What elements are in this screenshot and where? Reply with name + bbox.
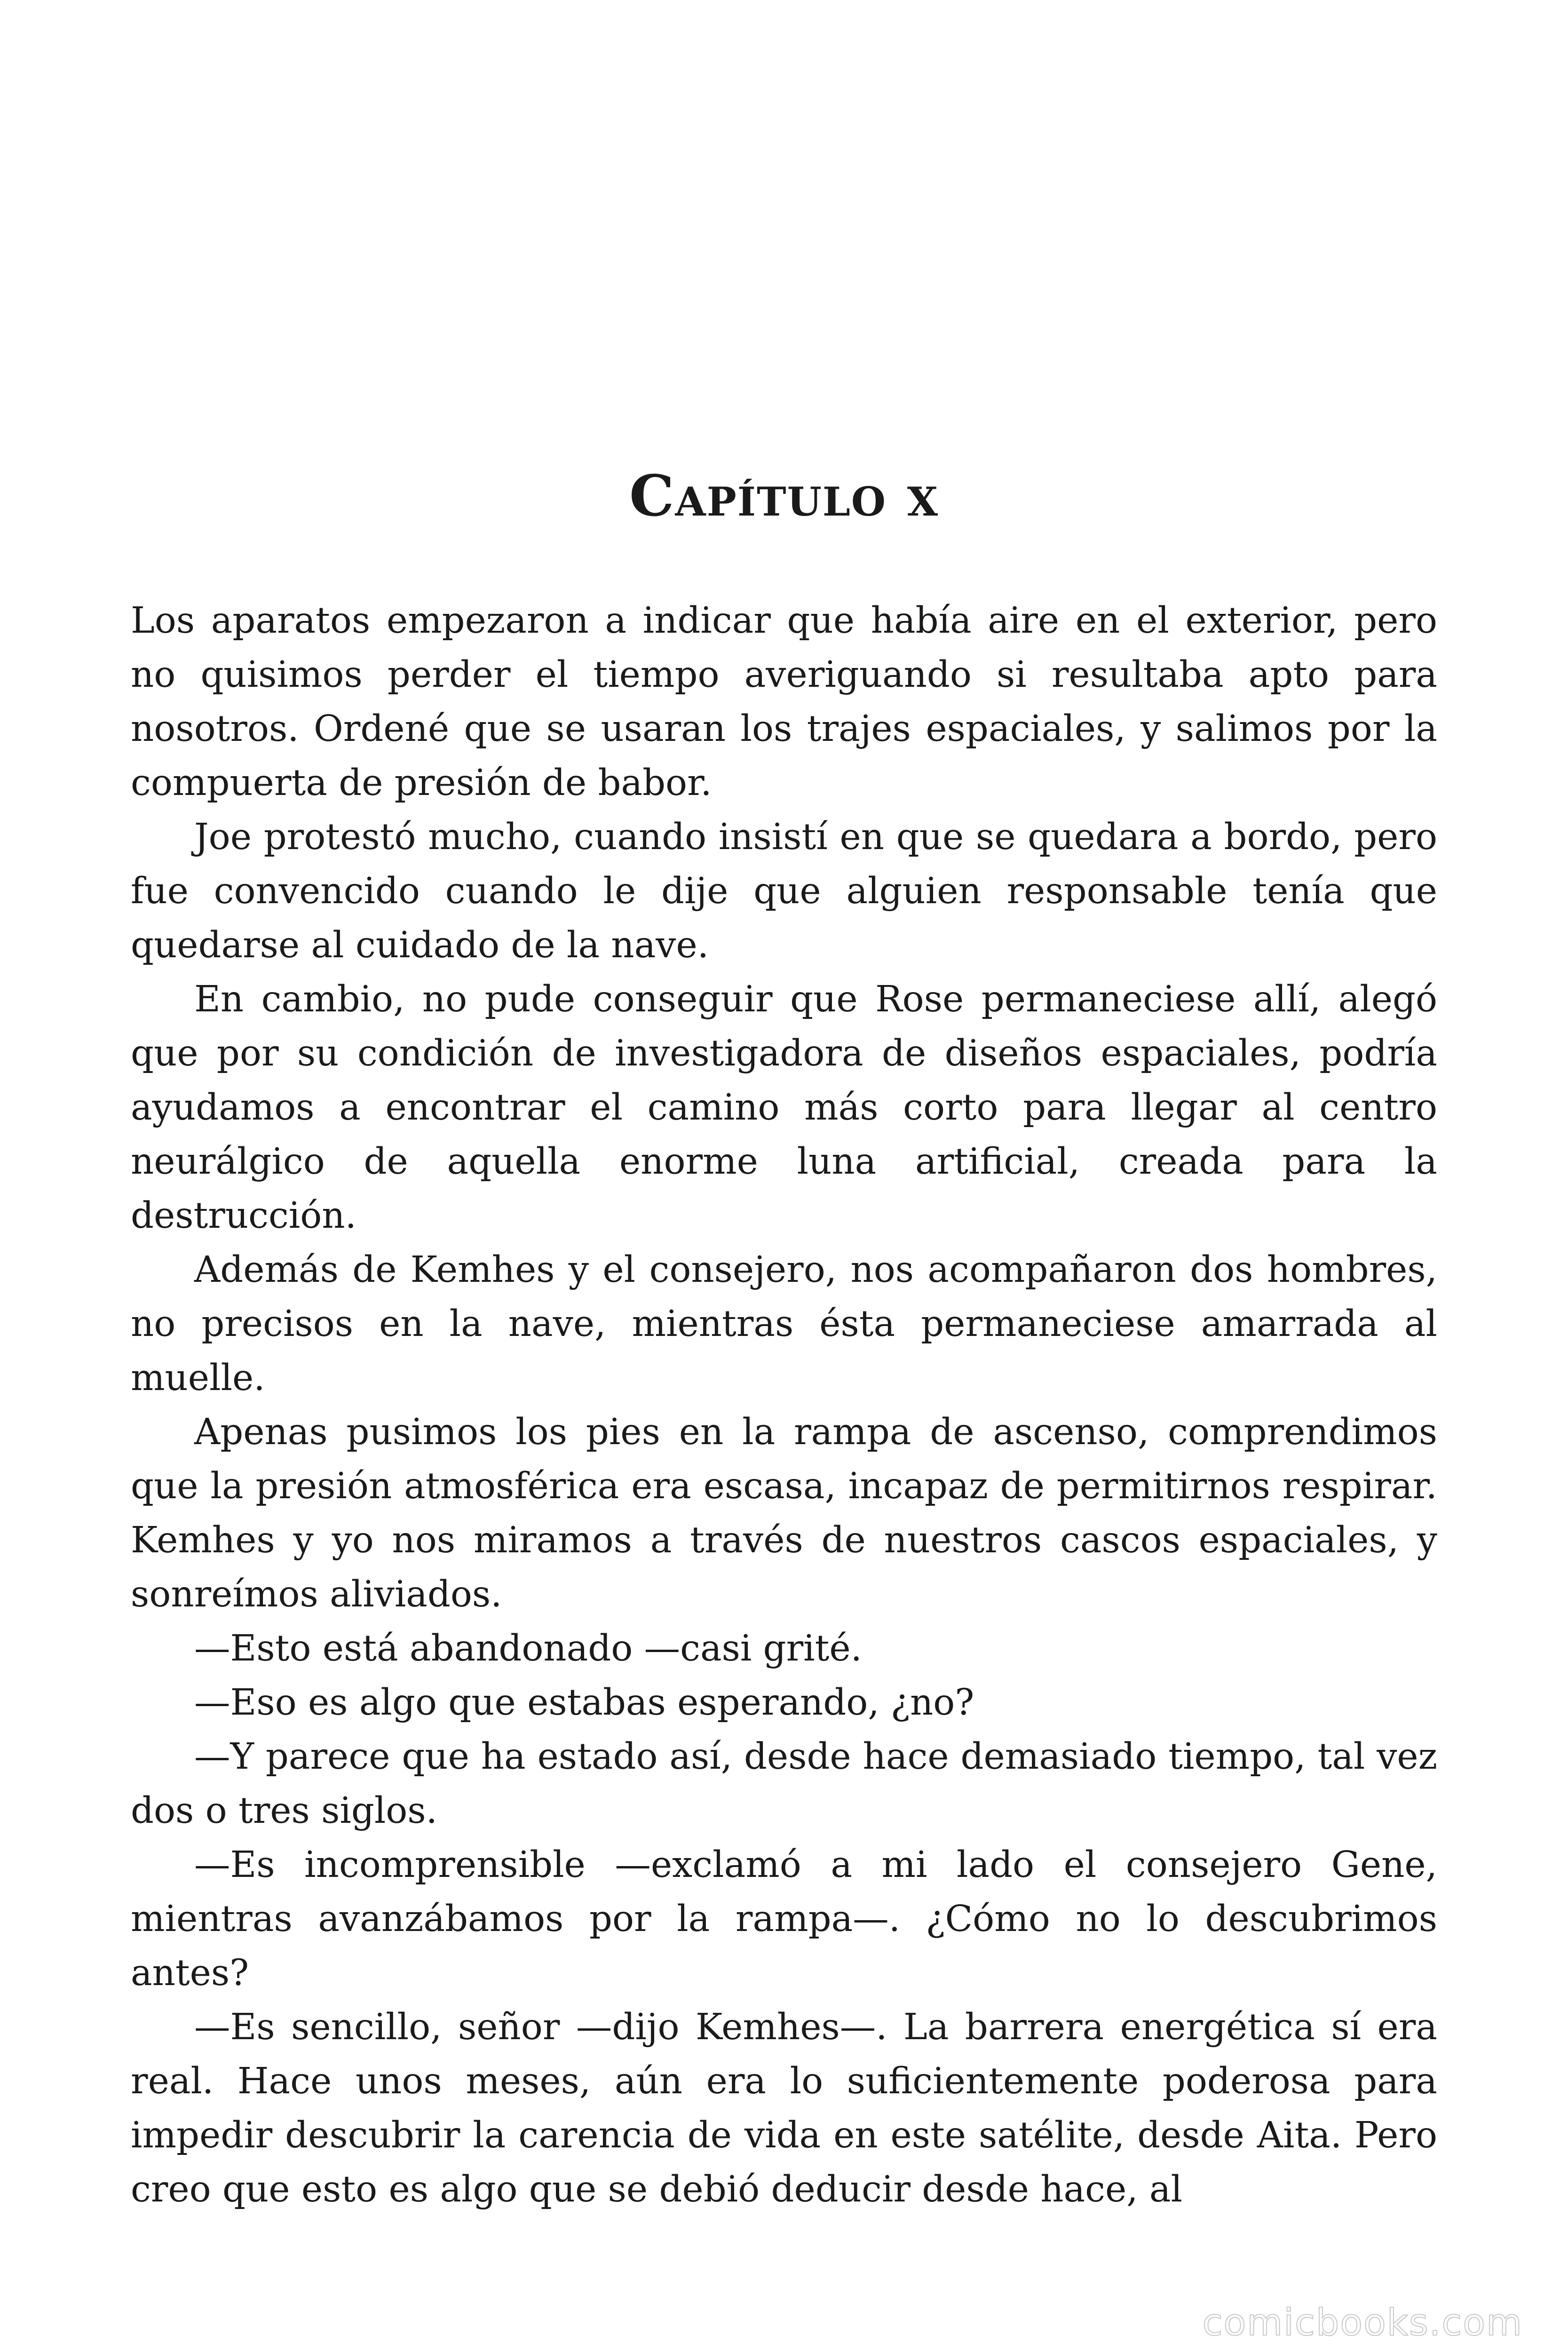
dialogue-line: —Eso es algo que estabas esperando, ¿no?	[194, 1682, 974, 1724]
dialogue-line: —Es sencillo, señor —dijo Kemhes—. La barrera energética sí era real. Hace unos meses, aún era lo suficientemente poderosa para impedir descubrir la carencia de vida en este satélite, desde Aita. Pero creo que esto es algo que se debió deducir desde hace, al	[131, 2006, 1437, 2210]
paragraph: Además de Kemhes y el consejero, nos acompañaron dos hombres, no precisos en la nave, mientras ésta permaneciese amarrada al muelle.	[131, 1249, 1437, 1399]
paragraph: Apenas pusimos los pies en la rampa de ascenso, comprendimos que la presión atmosférica era escasa, incapaz de permitirnos respirar. Kemhes y yo nos miramos a través de nuestros cascos espaciales, y sonreímos aliviados.	[131, 1411, 1437, 1615]
paragraph: Los aparatos empezaron a indicar que había aire en el exterior, pero no quisimos perder el tiempo averiguando si resultaba apto para nosotros. Ordené que se usaran los trajes espaciales, y salimos por la compuerta de presión de babor.	[131, 600, 1437, 804]
dialogue-line: —Es incomprensible —exclamó a mi lado el consejero Gene, mientras avanzábamos por la rampa—. ¿Cómo no lo descubrimos antes?	[131, 1844, 1437, 1994]
chapter-body	[131, 594, 1437, 2217]
chapter-title: Capítulo x	[629, 463, 939, 529]
paragraph: En cambio, no pude conseguir que Rose permaneciese allí, alegó que por su condición de investigadora de diseños espaciales, podría ayudamos a encontrar el camino más corto para llegar al centro neurálgico de aquella enorme luna artificial, creada para la destrucción.	[131, 978, 1437, 1237]
dialogue-line: —Y parece que ha estado así, desde hace demasiado tiempo, tal vez dos o tres siglos.	[131, 1736, 1437, 1832]
dialogue-line: —Esto está abandonado —casi grité.	[194, 1628, 862, 1669]
paragraph: Joe protestó mucho, cuando insistí en que se quedara a bordo, pero fue convencido cuando le dije que alguien responsable tenía que quedarse al cuidado de la nave.	[131, 816, 1437, 966]
watermark: comicbooks.com	[1202, 2302, 1523, 2344]
